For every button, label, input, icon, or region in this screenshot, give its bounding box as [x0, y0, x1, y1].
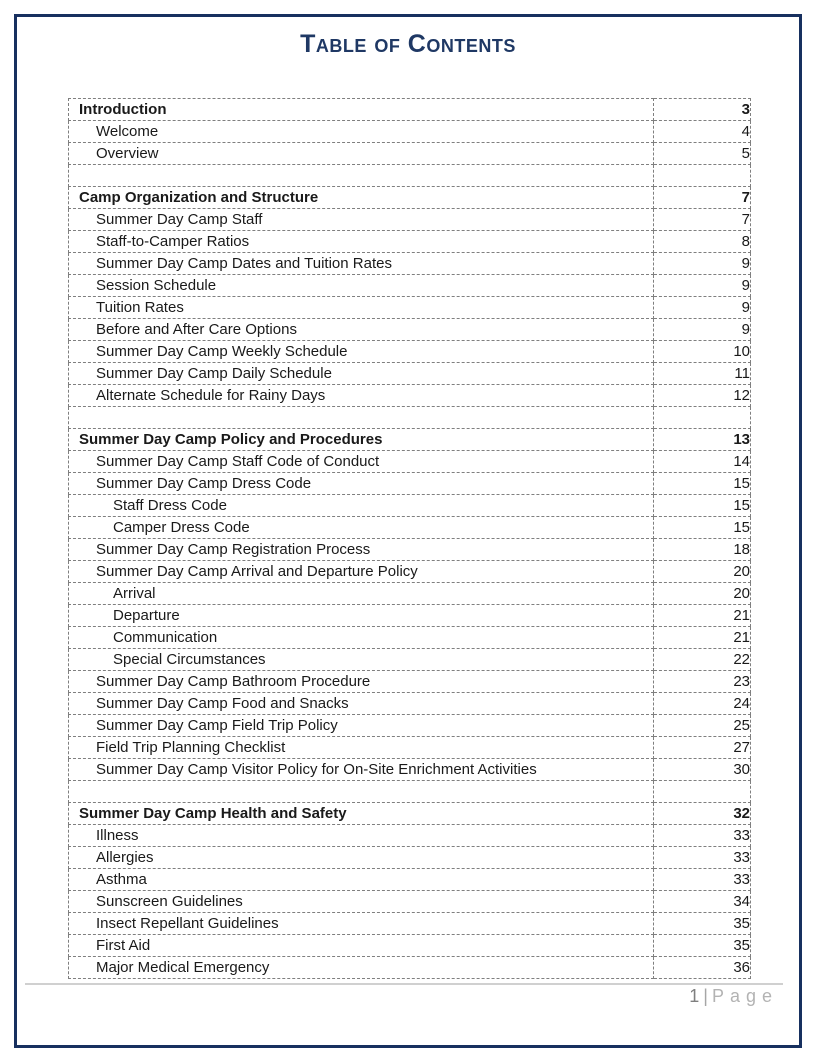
- toc-entry-label: Staff-to-Camper Ratios: [69, 231, 654, 253]
- toc-row: [69, 715, 751, 737]
- toc-row: [69, 583, 751, 605]
- toc-row: [69, 605, 751, 627]
- toc-row: [69, 759, 751, 781]
- toc-entry-label: Summer Day Camp Registration Process: [69, 539, 654, 561]
- toc-entry-page: 9: [654, 275, 751, 297]
- toc-entry-page: 11: [654, 363, 751, 385]
- toc-row: [69, 385, 751, 407]
- toc-entry-label: Welcome: [69, 121, 654, 143]
- toc-entry-page: 3: [654, 99, 751, 121]
- toc-row: [69, 781, 751, 803]
- toc-row: [69, 121, 751, 143]
- toc-entry-label: Summer Day Camp Field Trip Policy: [69, 715, 654, 737]
- toc-entry-page: 9: [654, 319, 751, 341]
- toc-entry-label: Introduction: [69, 99, 654, 121]
- toc-entry-page: 35: [654, 935, 751, 957]
- toc-entry-page: 36: [654, 957, 751, 979]
- page-title: Table of Contents: [300, 30, 516, 58]
- toc-row: [69, 187, 751, 209]
- toc-row: [69, 737, 751, 759]
- footer-divider: [25, 983, 783, 985]
- toc-entry-page: 9: [654, 297, 751, 319]
- toc-entry-label: Summer Day Camp Weekly Schedule: [69, 341, 654, 363]
- toc-row: [69, 517, 751, 539]
- toc-entry-label: Tuition Rates: [69, 297, 654, 319]
- toc-row: [69, 275, 751, 297]
- toc-entry-page: 27: [654, 737, 751, 759]
- toc-entry-page: 12: [654, 385, 751, 407]
- toc-row: [69, 649, 751, 671]
- toc-row: [69, 143, 751, 165]
- toc-entry-label: Summer Day Camp Staff: [69, 209, 654, 231]
- toc-entry-label: Departure: [69, 605, 654, 627]
- toc-entry-page: 25: [654, 715, 751, 737]
- toc-entry-page: 14: [654, 451, 751, 473]
- toc-entry-label: Asthma: [69, 869, 654, 891]
- toc-row: [69, 495, 751, 517]
- toc-entry-page: 21: [654, 627, 751, 649]
- toc-row: [69, 165, 751, 187]
- toc-row: [69, 957, 751, 979]
- toc-row: [69, 407, 751, 429]
- toc-row: [69, 693, 751, 715]
- toc-entry-label: Summer Day Camp Staff Code of Conduct: [69, 451, 654, 473]
- toc-entry-page: 7: [654, 187, 751, 209]
- toc-entry-page: 21: [654, 605, 751, 627]
- toc-entry-page: 9: [654, 253, 751, 275]
- toc-entry-page: 34: [654, 891, 751, 913]
- toc-entry-page: 22: [654, 649, 751, 671]
- toc-entry-page: 15: [654, 495, 751, 517]
- toc-entry-page: 15: [654, 517, 751, 539]
- toc-row: [69, 869, 751, 891]
- toc-entry-label: Field Trip Planning Checklist: [69, 737, 654, 759]
- footer-page-number: 1: [689, 986, 700, 1006]
- toc-entry-label: Summer Day Camp Food and Snacks: [69, 693, 654, 715]
- toc-entry-label: Camp Organization and Structure: [69, 187, 654, 209]
- toc-entry-page: 33: [654, 847, 751, 869]
- toc-entry-page: 20: [654, 561, 751, 583]
- toc-row: [69, 99, 751, 121]
- toc-row: [69, 451, 751, 473]
- toc-entry-label: Allergies: [69, 847, 654, 869]
- toc-row: [69, 429, 751, 451]
- toc-entry-label: Summer Day Camp Arrival and Departure Policy: [69, 561, 654, 583]
- toc-entry-label: Arrival: [69, 583, 654, 605]
- toc-entry-label: Illness: [69, 825, 654, 847]
- toc-entry-page: 13: [654, 429, 751, 451]
- toc-row: [69, 209, 751, 231]
- toc-row: [69, 935, 751, 957]
- toc-entry-label: Special Circumstances: [69, 649, 654, 671]
- toc-entry-page: 30: [654, 759, 751, 781]
- page-footer: [689, 986, 778, 1007]
- toc-entry-page: 8: [654, 231, 751, 253]
- toc-entry-label: Staff Dress Code: [69, 495, 654, 517]
- toc-entry-label: Camper Dress Code: [69, 517, 654, 539]
- toc-entry-page: 24: [654, 693, 751, 715]
- toc-row: [69, 539, 751, 561]
- toc-entry-page: 18: [654, 539, 751, 561]
- toc-entry-label: Summer Day Camp Dates and Tuition Rates: [69, 253, 654, 275]
- toc-entry-label: Summer Day Camp Visitor Policy for On-Site Enrichment Activities: [69, 759, 654, 781]
- toc-entry-label: Insect Repellant Guidelines: [69, 913, 654, 935]
- toc-row: [69, 825, 751, 847]
- toc-entry-label: [69, 407, 654, 429]
- toc-row: [69, 363, 751, 385]
- toc-row: [69, 319, 751, 341]
- toc-entry-label: Sunscreen Guidelines: [69, 891, 654, 913]
- toc-entry-label: Summer Day Camp Policy and Procedures: [69, 429, 654, 451]
- toc-entry-page: 32: [654, 803, 751, 825]
- toc-entry-page: 10: [654, 341, 751, 363]
- toc-entry-page: 5: [654, 143, 751, 165]
- toc-row: [69, 231, 751, 253]
- toc-entry-page: 20: [654, 583, 751, 605]
- toc-row: [69, 297, 751, 319]
- toc-entry-label: Communication: [69, 627, 654, 649]
- toc-row: [69, 803, 751, 825]
- toc-entry-page: 4: [654, 121, 751, 143]
- footer-page-word: Page: [711, 986, 778, 1006]
- toc-row: [69, 847, 751, 869]
- toc-row: [69, 891, 751, 913]
- toc-entry-page: [654, 407, 751, 429]
- toc-entry-label: Major Medical Emergency: [69, 957, 654, 979]
- toc-entry-page: 33: [654, 869, 751, 891]
- toc-row: [69, 253, 751, 275]
- toc-entry-page: 33: [654, 825, 751, 847]
- toc-entry-label: [69, 781, 654, 803]
- toc-entry-page: 7: [654, 209, 751, 231]
- toc-table-body: [69, 99, 751, 979]
- toc-row: [69, 913, 751, 935]
- toc-entry-label: Alternate Schedule for Rainy Days: [69, 385, 654, 407]
- toc-entry-label: Summer Day Camp Dress Code: [69, 473, 654, 495]
- toc-entry-label: [69, 165, 654, 187]
- toc-row: [69, 473, 751, 495]
- toc-entry-page: 15: [654, 473, 751, 495]
- toc-entry-page: 35: [654, 913, 751, 935]
- toc-entry-label: Session Schedule: [69, 275, 654, 297]
- toc-entry-label: First Aid: [69, 935, 654, 957]
- toc-entry-page: [654, 165, 751, 187]
- toc-entry-label: Overview: [69, 143, 654, 165]
- toc-entry-label: Summer Day Camp Health and Safety: [69, 803, 654, 825]
- toc-table: [68, 98, 750, 979]
- footer-separator: |: [703, 986, 708, 1006]
- toc-entry-page: [654, 781, 751, 803]
- toc-row: [69, 627, 751, 649]
- toc-entry-label: Summer Day Camp Daily Schedule: [69, 363, 654, 385]
- toc-row: [69, 561, 751, 583]
- toc-entry-label: Before and After Care Options: [69, 319, 654, 341]
- toc-entry-page: 23: [654, 671, 751, 693]
- toc-row: [69, 671, 751, 693]
- toc-entry-label: Summer Day Camp Bathroom Procedure: [69, 671, 654, 693]
- toc-row: [69, 341, 751, 363]
